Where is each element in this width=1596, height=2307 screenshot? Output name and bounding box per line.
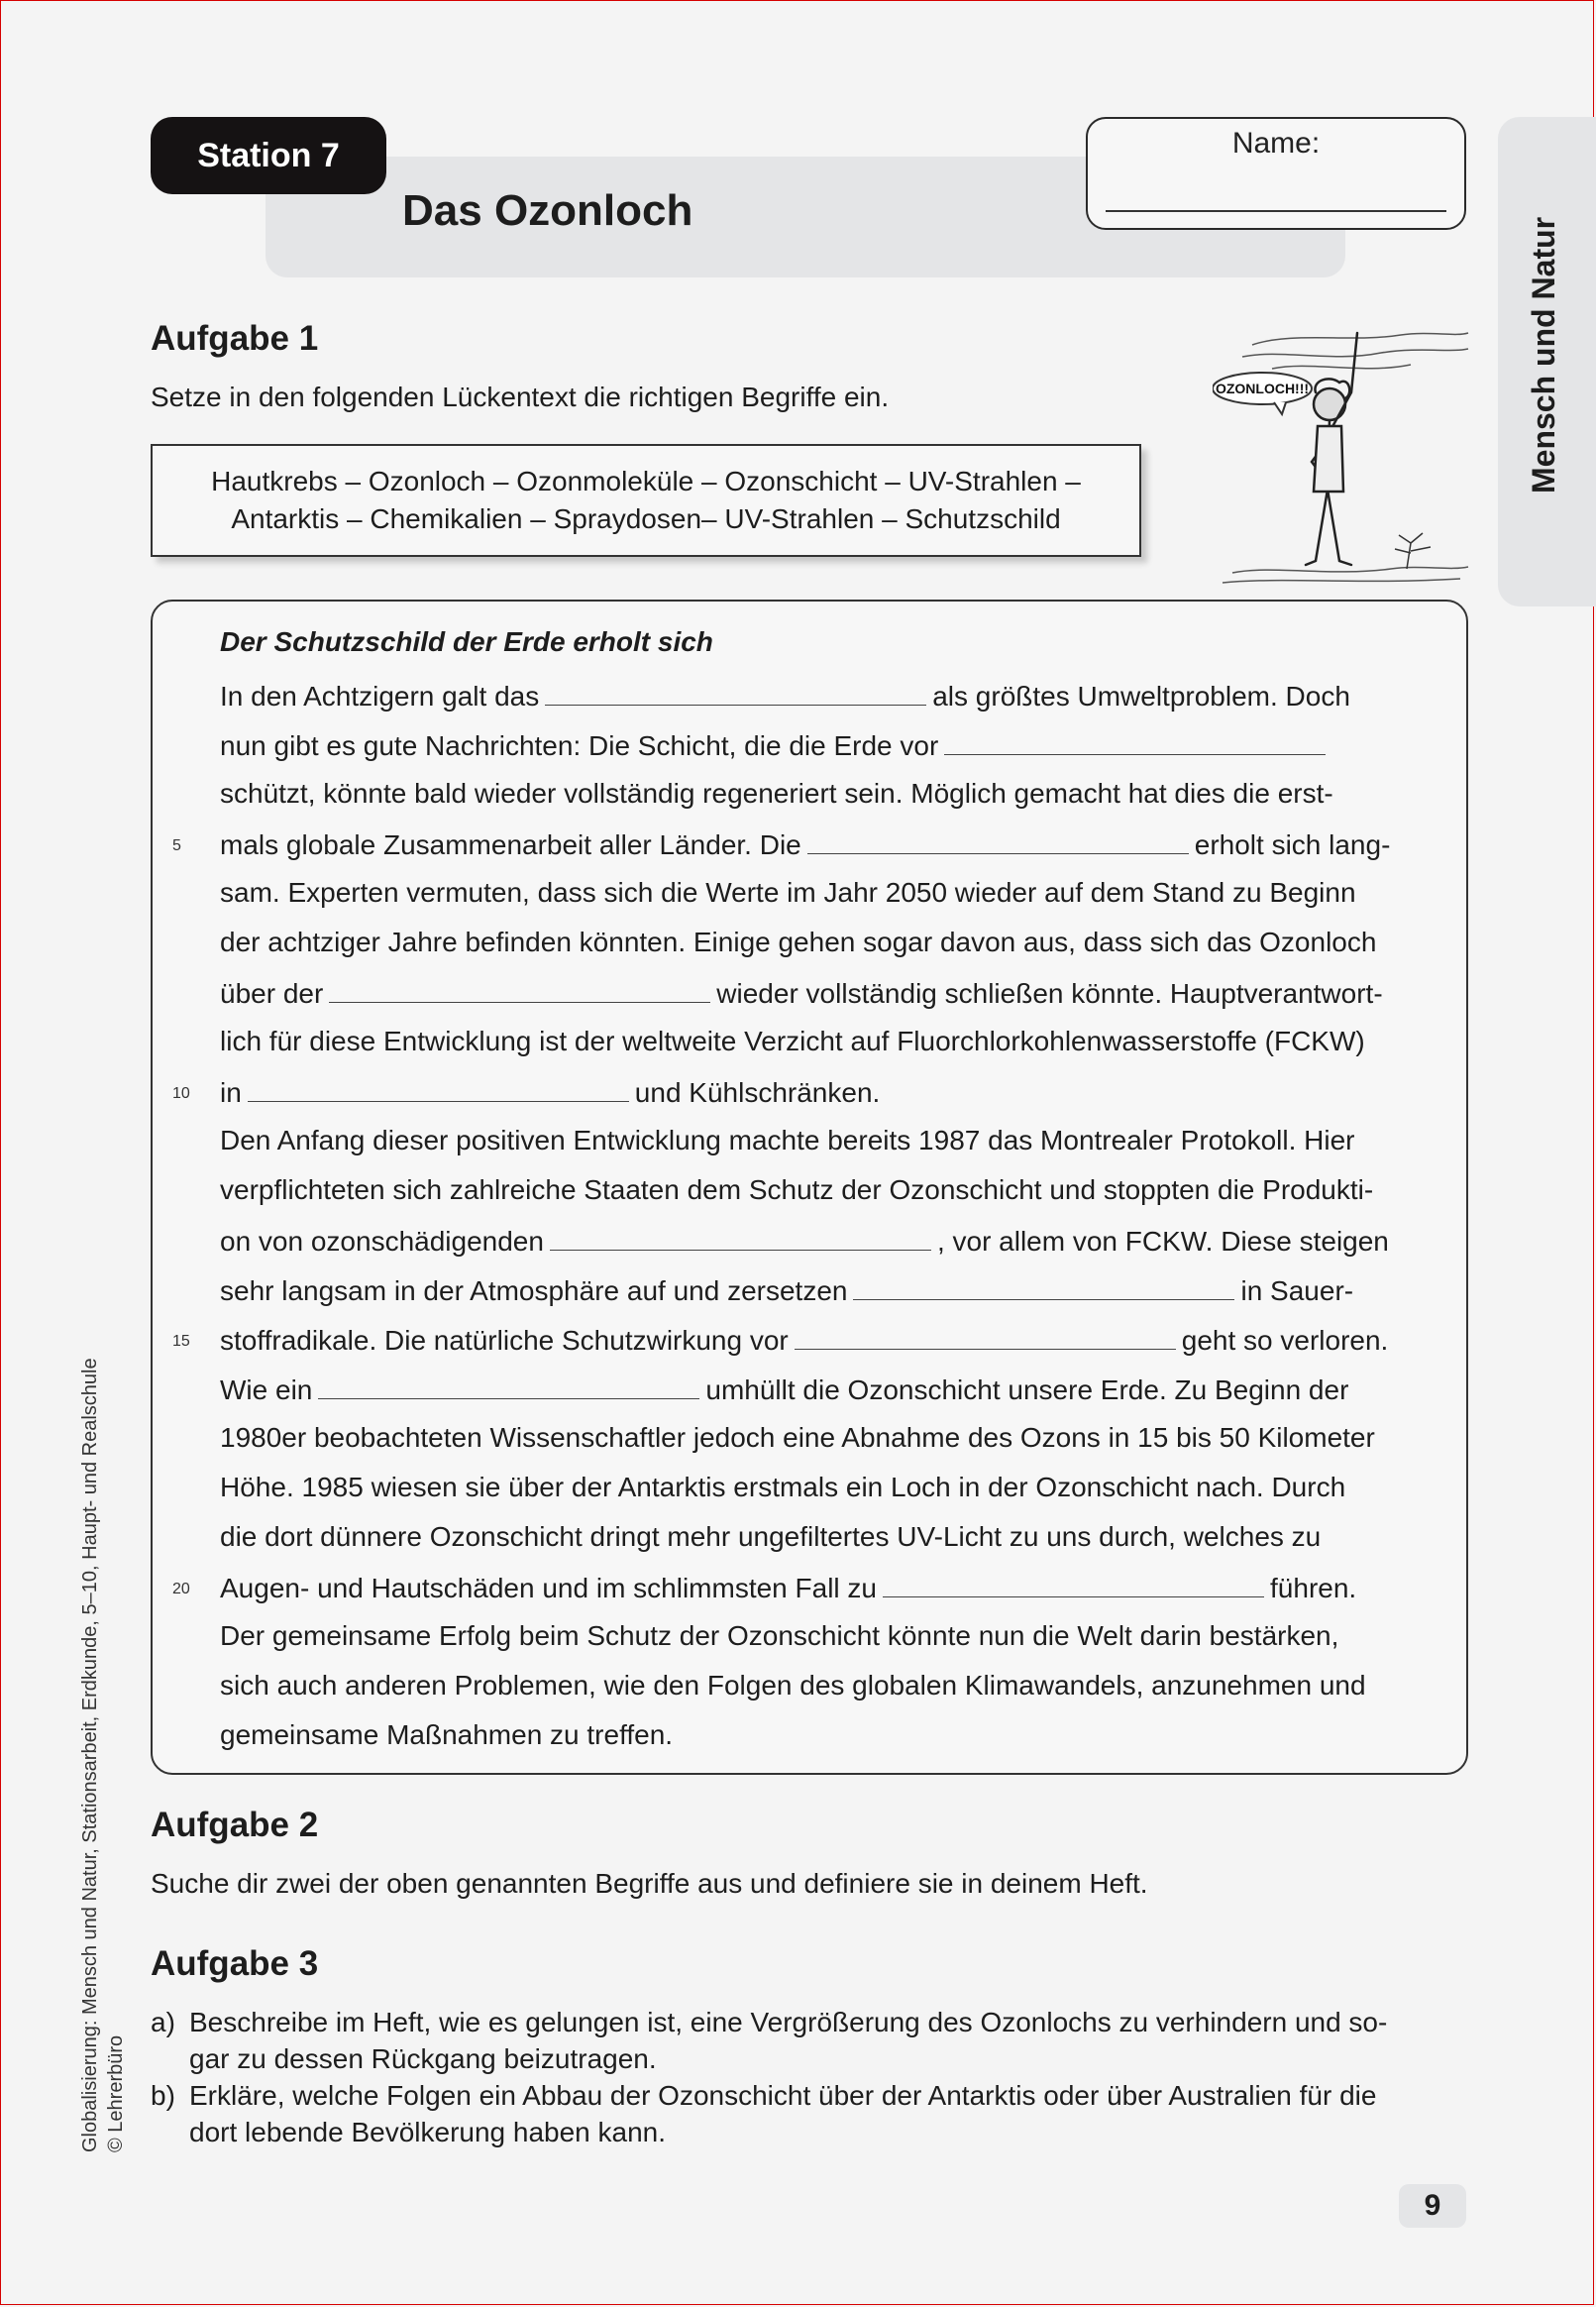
blank-input-line[interactable] xyxy=(318,1373,699,1399)
line-number: 5 xyxy=(172,837,181,854)
blank-input-line[interactable] xyxy=(550,1224,931,1251)
blank-input-line[interactable] xyxy=(248,1075,629,1102)
story-line: 1980er beobachteten Wissenschaftler jedoch eine Abnahme des Ozons in 15 bis 50 Kilometer xyxy=(220,1422,1375,1453)
aufgabe1-instruction: Setze in den folgenden Lückentext die richtigen Begriffe ein. xyxy=(151,382,890,412)
story-line: Der gemeinsame Erfolg beim Schutz der Ozonschicht könnte nun die Welt darin bestärken, xyxy=(220,1620,1339,1651)
aufgabe2-text: Suche dir zwei der oben genannten Begriffe aus und definiere sie in deinem Heft. xyxy=(151,1868,1148,1899)
word-bank-box xyxy=(151,444,1141,557)
story-line: on von ozonschädigenden , vor allem von FCKW. Diese steigen xyxy=(220,1226,1389,1257)
name-field-box xyxy=(1086,117,1466,230)
aufgabe3-item-a-cont: gar zu dessen Rückgang beizutragen. xyxy=(189,2043,657,2074)
aufgabe3-item-a: Beschreibe im Heft, wie es gelungen ist, eine Vergrößerung des Ozonlochs zu verhindern und so- xyxy=(189,2007,1388,2037)
side-tab-label: Mensch und Natur xyxy=(1526,216,1561,494)
story-line: sich auch anderen Problemen, wie den Folgen des globalen Klimawandels, anzunehmen und xyxy=(220,1670,1366,1701)
story-line: stoffradikale. Die natürliche Schutzwirkung vor geht so verloren. xyxy=(220,1325,1389,1356)
aufgabe3-item-b-cont: dort lebende Bevölkerung haben kann. xyxy=(189,2117,667,2147)
station-badge: Station 7 xyxy=(151,117,386,194)
story-line: nun gibt es gute Nachrichten: Die Schicht, die die Erde vor xyxy=(220,728,1331,762)
story-line: der achtziger Jahre befinden könnten. Einige gehen sogar davon aus, dass sich das Ozonloch xyxy=(220,927,1377,957)
story-line: Höhe. 1985 wiesen sie über der Antarktis erstmals ein Loch in der Ozonschicht nach. Durch xyxy=(220,1472,1346,1502)
story-line: Augen- und Hautschäden und im schlimmsten Fall zu führen. xyxy=(220,1573,1357,1603)
speech-bubble-text: OZONLOCH!!! xyxy=(1215,381,1310,396)
copyright-note: Globalisierung: Mensch und Natur, Stationsarbeit, Erdkunde, 5–10, Haupt- und Realschule © Lehrerbüro xyxy=(79,1358,127,2152)
aufgabe3-heading: Aufgabe 3 xyxy=(151,1944,319,1983)
story-line: über der wieder vollständig schließen könnte. Hauptverantwort- xyxy=(220,978,1383,1009)
blank-input-line[interactable] xyxy=(795,1323,1176,1350)
page-number: 9 xyxy=(1399,2184,1466,2228)
name-write-line xyxy=(1106,210,1446,212)
story-line: mals globale Zusammenarbeit aller Länder. Die erholt sich lang- xyxy=(220,829,1391,860)
story-title: Der Schutzschild der Erde erholt sich xyxy=(220,626,713,657)
bush-drawing xyxy=(1395,533,1431,569)
word-bank-line: Antarktis – Chemikalien – Spraydosen– UV-Strahlen – Schutzschild xyxy=(231,503,1061,534)
blank-input-line[interactable] xyxy=(883,1571,1264,1597)
story-line: sam. Experten vermuten, dass sich die Werte im Jahr 2050 wieder auf dem Stand zu Beginn xyxy=(220,877,1356,908)
cartoon-illustration xyxy=(1213,323,1470,591)
cloud-stroke xyxy=(1252,333,1468,345)
story-line: verpflichteten sich zahlreiche Staaten dem Schutz der Ozonschicht und stoppten die Produkti- xyxy=(220,1174,1374,1205)
line-number: 20 xyxy=(172,1581,190,1597)
page-title: Das Ozonloch xyxy=(402,186,693,235)
story-line: die dort dünnere Ozonschicht dringt mehr ungefiltertes UV-Licht zu uns durch, welches zu xyxy=(220,1521,1322,1552)
blank-input-line[interactable] xyxy=(329,976,710,1003)
aufgabe2-heading: Aufgabe 2 xyxy=(151,1806,319,1844)
aufgabe3-item-b: Erkläre, welche Folgen ein Abbau der Ozonschicht über der Antarktis oder über Australien für die xyxy=(189,2080,1377,2111)
name-label: Name: xyxy=(1231,127,1321,160)
story-line: Den Anfang dieser positiven Entwicklung machte bereits 1987 das Montrealer Protokoll. Hier xyxy=(220,1125,1355,1155)
story-line: in und Kühlschränken. xyxy=(220,1077,881,1108)
list-marker-a: a) xyxy=(151,2007,175,2037)
blank-input-line[interactable] xyxy=(545,679,926,706)
story-line: lich für diese Entwicklung ist der weltweite Verzicht auf Fluorchlorkohlenwasserstoffe (FCKW) xyxy=(220,1026,1365,1056)
aufgabe1-heading: Aufgabe 1 xyxy=(151,319,319,358)
story-line: sehr langsam in der Atmosphäre auf und zersetzen in Sauer- xyxy=(220,1275,1354,1306)
line-number: 10 xyxy=(172,1085,190,1102)
story-line: Wie ein umhüllt die Ozonschicht unsere Erde. Zu Beginn der xyxy=(220,1374,1349,1405)
blank-input-line[interactable] xyxy=(807,827,1189,854)
list-marker-b: b) xyxy=(151,2080,175,2111)
story-line: gemeinsame Maßnahmen zu treffen. xyxy=(220,1719,674,1750)
line-number: 15 xyxy=(172,1333,190,1350)
blank-input-line[interactable] xyxy=(853,1273,1234,1300)
story-line: schützt, könnte bald wieder vollständig regeneriert sein. Möglich gemacht hat dies die erst- xyxy=(220,778,1333,809)
blank-input-line[interactable] xyxy=(944,728,1326,755)
story-line: In den Achtzigern galt das als größtes Umweltproblem. Doch xyxy=(220,681,1350,712)
word-bank-line: Hautkrebs – Ozonloch – Ozonmoleküle – Ozonschicht – UV-Strahlen – xyxy=(211,466,1081,496)
